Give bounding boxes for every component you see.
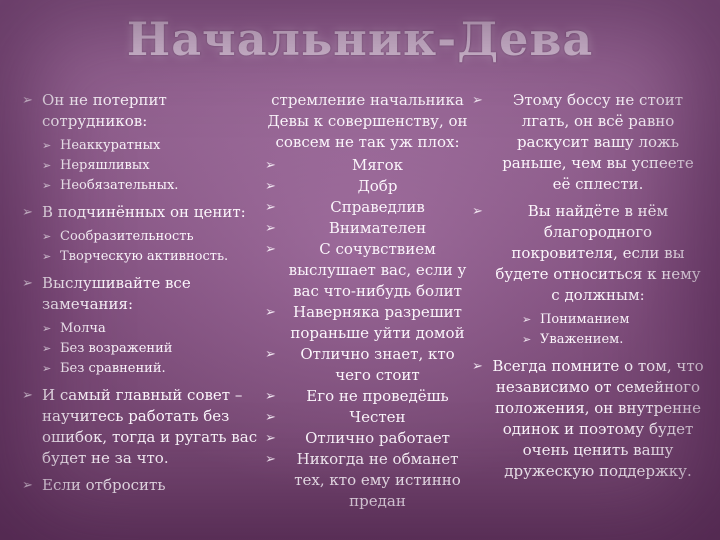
bullet-text: Творческую активность. [60,249,229,264]
list-item [472,356,704,482]
arrow-bullet-icon: ➢ [265,158,276,173]
bullet-text: Наверняка разрешит пораньше уйти домой [290,303,465,342]
arrow-bullet-icon: ➢ [22,93,33,108]
list-item [22,475,262,496]
list-item [265,197,470,218]
arrow-bullet-icon: ➢ [265,347,276,362]
bullet-text: Уважением. [540,332,624,347]
bullet-text: Справедлив [330,198,425,216]
bullet-text: Необязательных. [60,178,179,193]
bullet-text: Отлично знает, кто чего стоит [300,345,455,384]
arrow-bullet-icon: ➢ [42,139,52,152]
bullet-text: Честен [349,408,406,426]
arrow-bullet-icon: ➢ [522,333,532,346]
bullet-text: Выслушивайте все замечания: [42,274,191,313]
list-item [22,273,262,379]
list-item [42,227,262,247]
bullet-text: Пониманием [540,312,630,327]
bullet-text: Без возражений [60,341,173,356]
bullet-text: Отлично работает [305,429,450,447]
arrow-bullet-icon: ➢ [42,322,52,335]
bullet-text: Без сравнений. [60,361,166,376]
bullet-text: Мягок [351,156,404,174]
bullet-text: Добр [357,177,398,195]
bullet-text: Сообразительность [60,229,194,244]
arrow-bullet-icon: ➢ [265,452,276,467]
arrow-bullet-icon: ➢ [472,204,483,219]
list-item [42,339,262,359]
arrow-bullet-icon: ➢ [265,431,276,446]
arrow-bullet-icon: ➢ [22,205,33,220]
column-right [472,90,704,488]
bullet-text: Внимателен [328,219,427,237]
list-item [265,155,470,176]
arrow-bullet-icon: ➢ [22,388,33,403]
arrow-bullet-icon: ➢ [22,276,33,291]
list-item [42,136,262,156]
sub-list [42,136,262,196]
bullet-text: Неряшливых [60,158,150,173]
list-item [265,344,470,386]
bullet-text: Молча [60,321,106,336]
list-item [265,428,470,449]
column-left [22,90,262,502]
arrow-bullet-icon: ➢ [472,359,483,374]
bullet-text: И самый главный совет – научитесь работать без ошибок, тогда и ругать вас будет не за что. [42,386,258,467]
arrow-bullet-icon: ➢ [42,250,52,263]
arrow-bullet-icon: ➢ [265,242,276,257]
bullet-text: Неаккуратных [60,138,161,153]
arrow-bullet-icon: ➢ [265,200,276,215]
column-middle [265,90,470,512]
list-item [522,330,704,350]
arrow-bullet-icon: ➢ [265,179,276,194]
list-item [265,239,470,302]
slide-title: Начальник-Дева [126,12,594,66]
arrow-bullet-icon: ➢ [265,389,276,404]
arrow-bullet-icon: ➢ [265,410,276,425]
list-item [265,386,470,407]
list-item [522,310,704,330]
list-item [265,302,470,344]
list-item [265,407,470,428]
bullet-text: Всегда помните о том, что независимо от семейного положения, он внутренне одинок и поэтому будет очень ценить вашу дружескую поддержку. [492,357,704,480]
sub-list [492,310,704,350]
bullet-text: Никогда не обманет тех, кто ему истинно предан [294,450,461,510]
arrow-bullet-icon: ➢ [42,159,52,172]
sub-list [42,227,262,267]
bullet-text: Он не потерпит сотрудников: [42,91,167,130]
list-item [265,176,470,197]
list-item [42,319,262,339]
sub-list [42,319,262,379]
arrow-bullet-icon: ➢ [42,342,52,355]
arrow-bullet-icon: ➢ [472,93,483,108]
bullet-text: Этому боссу не стоит лгать, он всё равно раскусит вашу ложь раньше, чем вы успеете её сплести. [502,91,694,193]
arrow-bullet-icon: ➢ [42,362,52,375]
bullet-list [265,155,470,512]
arrow-bullet-icon: ➢ [22,478,33,493]
list-item [42,156,262,176]
arrow-bullet-icon: ➢ [42,230,52,243]
bullet-text: Вы найдёте в нём благородного покровителя, если вы будете относиться к нему с должным: [495,202,701,304]
bullet-text: В подчинённых он ценит: [42,203,246,221]
list-item [472,90,704,195]
list-item [265,218,470,239]
list-item [265,449,470,512]
list-item [42,176,262,196]
bullet-text: С сочувствием выслушает вас, если у вас что-нибудь болит [288,240,467,300]
arrow-bullet-icon: ➢ [265,221,276,236]
arrow-bullet-icon: ➢ [42,179,52,192]
list-item [472,201,704,350]
list-item [22,385,262,469]
arrow-bullet-icon: ➢ [522,313,532,326]
arrow-bullet-icon: ➢ [265,305,276,320]
list-item [22,90,262,196]
bullet-list [22,90,262,496]
list-item [42,247,262,267]
bullet-text: Его не проведёшь [306,387,449,405]
list-item [42,359,262,379]
list-item [22,202,262,267]
bullet-list [472,90,704,482]
bullet-text: Если отбросить [42,476,166,494]
lead-text: стремление начальника Девы к совершенству, он совсем не так уж плох: [267,91,468,151]
